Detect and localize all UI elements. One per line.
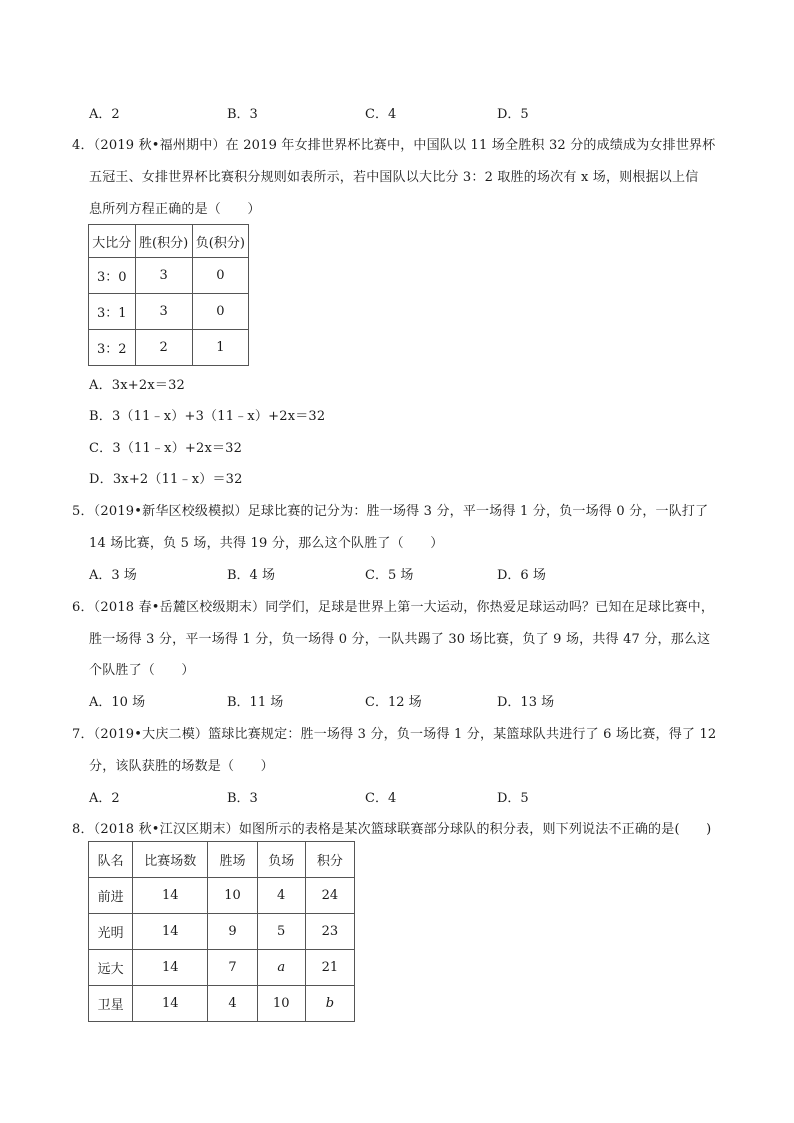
q6-option-c: C．12 场: [365, 695, 422, 710]
table-cell: 3: [135, 294, 192, 330]
q4-option-b: B．3（11﹣x）+3（11﹣x）+2x＝32: [89, 409, 326, 424]
q4-option-a: A．3x+2x＝32: [89, 378, 186, 393]
table-cell: 2: [135, 330, 192, 366]
q4-stem-line-3: 息所列方程正确的是（ ）: [89, 202, 261, 217]
table-cell: 14: [133, 986, 208, 1022]
table-cell: 10: [208, 878, 257, 914]
q5-stem-line-1: 5．（2019•新华区校级模拟）足球比赛的记分为：胜一场得 3 分，平一场得 1 分，负一场得 0 分，一队打了: [72, 504, 709, 519]
table-cell: 远大: [89, 950, 133, 986]
table-header-cell: 比赛场数: [133, 842, 208, 878]
q7-stem-line-1: 7．（2019•大庆二模）篮球比赛规定：胜一场得 3 分，负一场得 1 分，某篮球队共进行了 6 场比赛，得了 12: [72, 727, 717, 742]
q8-standings-table: [88, 841, 355, 1022]
table-cell: 14: [133, 914, 208, 950]
table-row: [89, 878, 355, 914]
table-row: [89, 986, 355, 1022]
table-cell: 0: [192, 258, 248, 294]
q7-option-c: C．4: [365, 791, 397, 806]
q3-option-a: A．2: [89, 107, 120, 122]
table-cell: 14: [133, 950, 208, 986]
q4-stem-line-2: 五冠王、女排世界杯比赛积分规则如表所示，若中国队以大比分 3：2 取胜的场次有 x 场，则根据以上信: [89, 170, 699, 185]
q4-score-table: [88, 224, 249, 366]
table-cell: 光明: [89, 914, 133, 950]
table-cell: 3：0: [89, 258, 136, 294]
table-cell: 21: [305, 950, 354, 986]
q6-option-d: D．13 场: [497, 695, 555, 710]
table-cell: b: [305, 986, 354, 1022]
q3-option-d: D．5: [497, 107, 529, 122]
q4-stem-line-1: 4．（2019 秋•福州期中）在 2019 年女排世界杯比赛中，中国队以 11 场全胜积 32 分的成绩成为女排世界杯: [72, 138, 716, 153]
table-cell: 3：2: [89, 330, 136, 366]
q3-option-c: C．4: [365, 107, 397, 122]
table-cell: 1: [192, 330, 248, 366]
table-cell: 前进: [89, 878, 133, 914]
table-header-cell: 胜(积分): [135, 225, 192, 258]
q7-option-a: A．2: [89, 791, 120, 806]
q8-stem-line-1: 8．（2018 秋•江汉区期末）如图所示的表格是某次篮球联赛部分球队的积分表，则下列说法不正确的是( ): [72, 822, 712, 837]
q4-option-d: D．3x+2（11﹣x）＝32: [89, 472, 243, 487]
table-cell: 10: [257, 986, 305, 1022]
q5-option-d: D．6 场: [497, 568, 546, 583]
table-cell: 23: [305, 914, 354, 950]
q5-stem-line-2: 14 场比赛，负 5 场，共得 19 分，那么这个队胜了（ ）: [89, 536, 444, 551]
table-header-cell: 负(积分): [192, 225, 248, 258]
q4-option-c: C．3（11﹣x）+2x＝32: [89, 441, 243, 456]
table-cell: 7: [208, 950, 257, 986]
table-row: [89, 258, 249, 294]
table-header-cell: 队名: [89, 842, 133, 878]
table-header-cell: 积分: [305, 842, 354, 878]
table-header-cell: 胜场: [208, 842, 257, 878]
q5-option-a: A．3 场: [89, 568, 137, 583]
table-cell: 9: [208, 914, 257, 950]
table-row: [89, 330, 249, 366]
table-cell: 3：1: [89, 294, 136, 330]
table-cell: 24: [305, 878, 354, 914]
q5-option-c: C．5 场: [365, 568, 414, 583]
table-header-row: [89, 842, 355, 878]
table-cell: 4: [208, 986, 257, 1022]
q6-stem-line-3: 个队胜了（ ）: [89, 663, 195, 678]
table-row: [89, 294, 249, 330]
q6-stem-line-1: 6．（2018 春•岳麓区校级期末）同学们，足球是世界上第一大运动，你热爱足球运动吗？已知在足球比赛中，: [72, 600, 715, 615]
q7-option-b: B．3: [227, 791, 258, 806]
q6-stem-line-2: 胜一场得 3 分，平一场得 1 分，负一场得 0 分，一队共踢了 30 场比赛，负了 9 场，共得 47 分，那么这: [89, 632, 711, 647]
table-cell: 5: [257, 914, 305, 950]
table-header-cell: 负场: [257, 842, 305, 878]
table-row: [89, 950, 355, 986]
table-cell: 14: [133, 878, 208, 914]
table-header-cell: 大比分: [89, 225, 136, 258]
q7-stem-line-2: 分，该队获胜的场数是（ ）: [89, 759, 274, 774]
table-row: [89, 914, 355, 950]
q3-option-b: B．3: [227, 107, 258, 122]
table-cell: 0: [192, 294, 248, 330]
q5-option-b: B．4 场: [227, 568, 275, 583]
q6-option-b: B．11 场: [227, 695, 284, 710]
table-cell: a: [257, 950, 305, 986]
table-header-row: [89, 225, 249, 258]
table-cell: 卫星: [89, 986, 133, 1022]
table-cell: 4: [257, 878, 305, 914]
q6-option-a: A．10 场: [89, 695, 146, 710]
q7-option-d: D．5: [497, 791, 529, 806]
table-cell: 3: [135, 258, 192, 294]
